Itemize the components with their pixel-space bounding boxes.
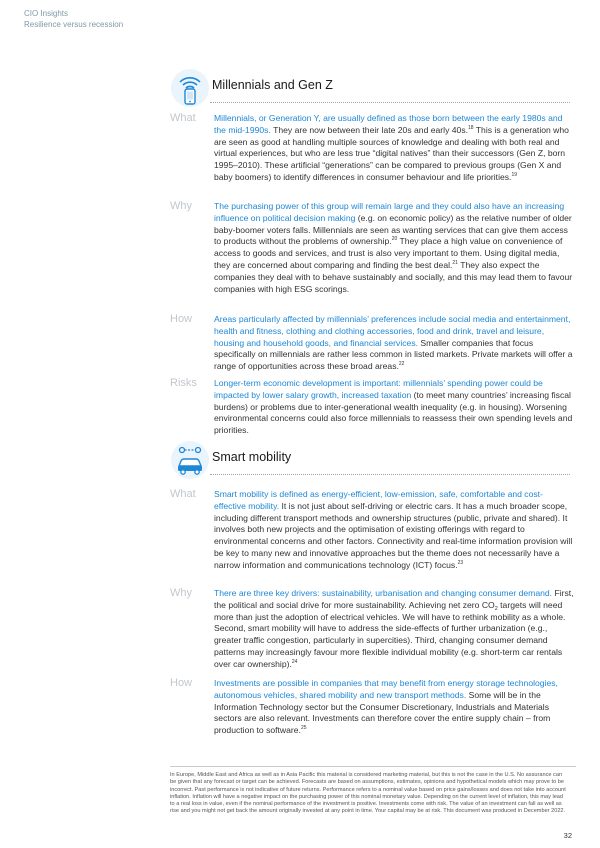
footnote-ref: 21: [452, 259, 458, 266]
body-text: First, the political and social drive for more sustainability. Achieving net zero CO: [214, 588, 574, 610]
paragraph-mobility-what: [214, 489, 574, 572]
footer-disclaimer: In Europe, Middle East and Africa as well as in Asia Pacific this material is considered marketing material, but this is not the case in the U.S. No assurance can be given that any forecast or target can be achieved. Forecasts are based on assumptions, estimates, opinions and hypothetical models which may prove to be incorrect. Past performance is not indicative of future returns. Performance refers to a nominal value based on price gains/losses and does not take into account inflation. Inflation will have a negative impact on the purchasing power of this nominal monetary value. Depending on the current level of inflation, this may lead to a real loss in value, even if the nominal performance of the investment is positive. Investments come with risk. The value of an investment can fall as well as rise and you might not get back the amount originally invested at any point in time. Your capital may be at risk. This document was produced in December 2022.: [170, 772, 566, 815]
paragraph-mobility-why: [214, 588, 574, 671]
body-text: targets will need more than just the adoption of electrical vehicles. We will have to rethink mobility as a whole. Second, smart mobility will have to address the side-effects of further urbanization (e.g., greater traffic congestion, particularly in supercities). Third, changing consumer demand patterns may increasingly favour more flexible individual mobility (e.g. short-term car rentals over car ownership).: [214, 599, 566, 669]
paragraph-millennials-how: [214, 314, 574, 373]
body-text: Some will be in the Information Technology sector but the Consumer Discretionary, Industrials and Materials sectors are also relevant. Investments can therefore cover the entire supply chain – from production to software.: [214, 689, 551, 736]
section-title: Millennials and Gen Z: [212, 78, 333, 92]
section-header-smart-mobility: [170, 440, 570, 482]
subscript-text: 2: [494, 605, 498, 612]
section-title: Smart mobility: [212, 450, 292, 464]
highlight-text: Investments are possible in companies that may benefit from energy storage technologies, autonomous vehicles, shared mobility and new transport methods.: [214, 678, 558, 700]
header-report-name: CIO Insights: [24, 9, 69, 18]
row-label-risks: Risks: [170, 377, 197, 389]
row-label-what: What: [170, 112, 196, 124]
footnote-ref: 18: [468, 124, 474, 131]
section-divider: [210, 102, 570, 103]
footnote-ref: 19: [511, 171, 517, 178]
highlight-text: Longer-term economic development is important: millennials’ spending power could be impacted by lower salary growth, increased taxation: [214, 378, 543, 400]
section-header-millennials: [170, 68, 570, 110]
body-text: (e.g. on economic policy) as the relative number of older baby-boomer voters falls. Millennials are seen as wanting services that can give them access to products without the problems of ownership.: [214, 212, 572, 247]
footnote-ref: 25: [300, 725, 307, 732]
body-text: They are now between their late 20s and early 40s.: [270, 124, 468, 135]
body-text: They also expect the companies they deal with to behave sustainably and socially, and this may lead them to favour companies with high ESG scorings.: [214, 259, 573, 294]
paragraph-mobility-how: [214, 678, 574, 737]
highlight-text: Millennials, or Generation Y, are usually defined as those born between the early 1980s and the mid-1990s.: [214, 113, 563, 135]
body-text: This is a generation who are seen as good at handling multiple sources of knowledge and dealing with both real and virtual experiences, but who are less true “digital natives” than their successors (Gen Z, born 1995–2010). These artificial “generations” can be compared to previous groups (Gen X and baby boomers) to identify differences in consumer behaviour and life priorities.: [214, 124, 569, 182]
paragraph-millennials-why: [214, 201, 574, 295]
row-label-why: Why: [170, 587, 192, 599]
body-text: It is not just about self-driving or electric cars. It has a much broader scope, including different transport methods and ownership structures (public, private and shared). It involves both new projects and the optimisation of existing offerings with regard to environmental concerns and other factors. Connectivity and real-time information provision will be key to many new and innovative approaches but the theme does not necessarily have a narrow information and communications technology (ICT) focus.: [214, 500, 573, 570]
smart-mobility-icon: [170, 440, 210, 480]
body-text: (to meet many countries’ increasing fiscal burdens) or problems due to inter-generational wealth inequality (e.g. in housing). Worsening environmental concerns could also force millennials to reassess their own spending levels and priorities.: [214, 389, 573, 436]
row-label-how: How: [170, 677, 193, 689]
highlight-text: Smart mobility is defined as energy-efficient, low-emission, safe, comfortable and cost-effective mobility.: [214, 489, 543, 511]
highlight-text: There are three key drivers: sustainability, urbanisation and changing consumer demand.: [214, 588, 553, 598]
row-label-how: How: [170, 313, 193, 325]
row-label-what: What: [170, 488, 196, 500]
paragraph-millennials-risks: [214, 378, 574, 437]
wifi-phone-icon: [170, 68, 210, 108]
section-divider: [210, 474, 570, 475]
body-text: They place a high value on convenience of access to goods and services, and trust is also very important to them. Using digital media, they are concerned about comparing and finding the best deal.: [214, 236, 563, 270]
footnote-ref: 24: [291, 658, 298, 665]
paragraph-millennials-what: [214, 113, 574, 184]
footer-divider: [170, 766, 576, 767]
row-label-why: Why: [170, 200, 192, 212]
body-text: Smaller companies that focus specifically on millennials are rather less common in listed markets. Private markets will offer a range of opportunities across these broad areas.: [214, 337, 573, 372]
highlight-text: Areas particularly affected by millennials’ preferences include social media and entertainment, health and fitness, clothing and clothing accessories, food and drink, travel and leisure, housing and household goods, and financial services.: [214, 314, 571, 348]
footnote-ref: 22: [398, 361, 405, 368]
header-report-subtitle: Resilience versus recession: [24, 20, 124, 29]
footnote-ref: 20: [391, 236, 398, 243]
running-header: [24, 8, 123, 30]
highlight-text: The purchasing power of this group will remain large and they could also have an increasing influence on political decision making: [214, 201, 565, 223]
footnote-ref: 23: [457, 559, 464, 566]
page-number: 32: [563, 831, 572, 840]
